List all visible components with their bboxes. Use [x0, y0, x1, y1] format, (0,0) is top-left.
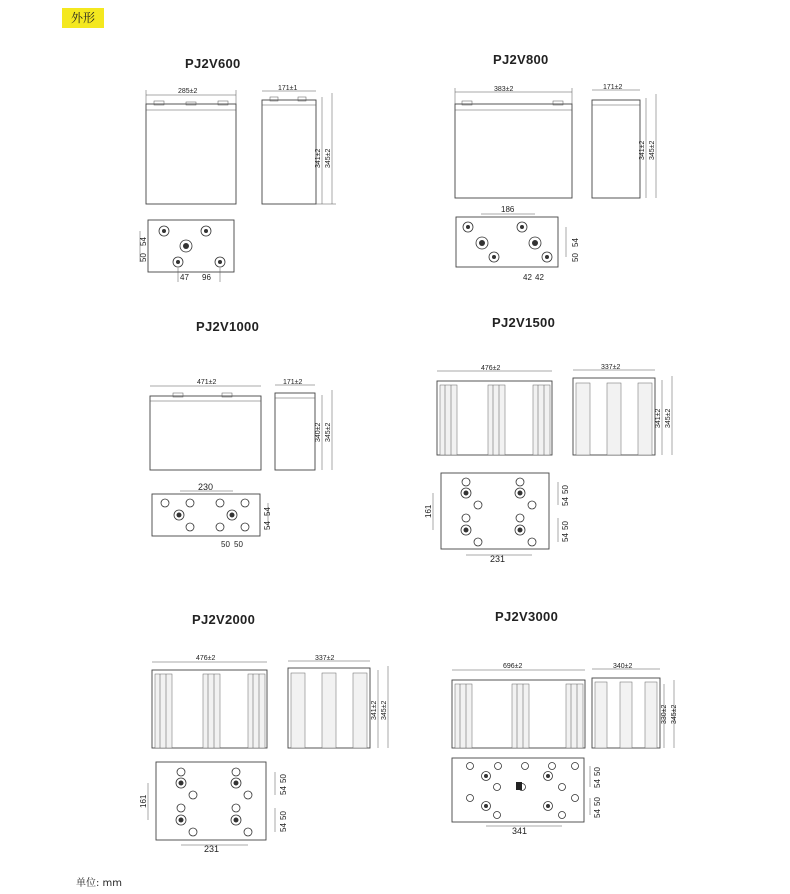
pj2v1500-top-dim-2: 50 — [561, 485, 570, 494]
pj2v1500-front-width-label: 476±2 — [481, 365, 501, 372]
model-title-pj2v1500: PJ2V1500 — [492, 315, 556, 330]
model-title-pj2v800: PJ2V800 — [493, 52, 549, 67]
model-title-pj2v600: PJ2V600 — [185, 56, 241, 71]
pj2v1000-top-dim-5: 50 — [234, 540, 243, 549]
pj2v800-height-outer-label: 345±2 — [649, 140, 656, 160]
pj2v800-front-width-label: 383±2 — [494, 86, 514, 93]
pj2v3000-front-width-label: 696±2 — [503, 663, 523, 670]
pj2v600-height-inner-label: 341±2 — [315, 148, 322, 168]
pj2v800-top-dim-5: 42 — [535, 273, 544, 282]
pj2v800-side-view — [592, 84, 656, 198]
pj2v3000-front-view — [452, 663, 585, 748]
pj2v3000-top-dim-5: 341 — [512, 826, 528, 836]
pj2v2000-height-outer-label: 345±2 — [381, 700, 388, 720]
pj2v2000-top-dim-2: 50 — [279, 774, 288, 783]
pj2v2000-side-view — [288, 655, 388, 748]
pj2v3000-top-dim-4: 54 — [593, 809, 602, 818]
pj2v600-top-dim-3: 47 — [180, 273, 189, 282]
pj2v600-front-width-label: 285±2 — [178, 88, 198, 95]
pj2v1500-top-dim-3: 54 — [561, 497, 570, 506]
pj2v2000-top-dim-5: 54 — [279, 823, 288, 832]
pj2v800-top-view — [456, 205, 580, 282]
pj2v1000-top-view — [152, 482, 272, 549]
pj2v600-front-view — [146, 88, 236, 204]
pj2v1000-top-dim-2: 54 — [263, 507, 272, 516]
pj2v3000-side-view — [592, 663, 678, 748]
pj2v1500-height-outer-label: 345±2 — [665, 408, 672, 428]
pj2v2000-top-dim-4: 50 — [279, 811, 288, 820]
pj2v800-height-inner-label: 341±2 — [639, 140, 646, 160]
pj2v1000-side-view — [275, 379, 332, 470]
pj2v1500-side-view — [573, 364, 672, 455]
pj2v2000-top-view — [139, 762, 288, 854]
section-tag: 外形 — [62, 8, 104, 28]
pj2v2000-front-view — [152, 655, 267, 748]
pj2v2000-top-dim-6: 231 — [204, 844, 220, 854]
pj2v3000-top-view — [452, 758, 602, 836]
pj2v800-top-dim-3: 50 — [571, 253, 580, 262]
pj2v3000-top-dim-3: 50 — [593, 797, 602, 806]
pj2v600-side-width-label: 171±1 — [278, 85, 298, 92]
model-title-pj2v3000: PJ2V3000 — [495, 609, 559, 624]
pj2v2000-top-dim-1: 161 — [139, 794, 148, 808]
pj2v800-top-dim-1: 186 — [501, 205, 515, 214]
pj2v1000-height-outer-label: 345±2 — [325, 422, 332, 442]
pj2v2000-side-width-label: 337±2 — [315, 655, 335, 662]
pj2v600-top-dim-2: 50 — [139, 253, 148, 262]
model-title-pj2v1000: PJ2V1000 — [196, 319, 260, 334]
pj2v1000-top-dim-1: 230 — [198, 482, 214, 492]
pj2v800-top-dim-2: 54 — [571, 238, 580, 247]
pj2v1500-top-view — [424, 473, 570, 564]
pj2v1500-top-dim-1: 161 — [424, 504, 433, 518]
unit-label: 单位: mm — [76, 878, 123, 889]
pj2v1000-front-width-label: 471±2 — [197, 379, 217, 386]
pj2v3000-height-inner-label: 330±2 — [661, 704, 668, 724]
pj2v3000-top-dim-1: 50 — [593, 767, 602, 776]
pj2v2000-height-inner-label: 341±2 — [371, 700, 378, 720]
pj2v1000-height-inner-label: 340±2 — [315, 422, 322, 442]
pj2v1500-height-inner-label: 341±2 — [655, 408, 662, 428]
pj2v3000-height-outer-label: 345±2 — [671, 704, 678, 724]
pj2v600-height-outer-label: 345±2 — [325, 148, 332, 168]
pj2v1000-top-dim-4: 50 — [221, 540, 230, 549]
pj2v3000-side-width-label: 340±2 — [613, 663, 633, 670]
pj2v3000-top-dim-2: 54 — [593, 779, 602, 788]
pj2v1500-top-dim-5: 54 — [561, 533, 570, 542]
pj2v600-side-view — [262, 85, 336, 204]
pj2v2000-top-dim-3: 54 — [279, 786, 288, 795]
pj2v2000-front-width-label: 476±2 — [196, 655, 216, 662]
pj2v800-front-view — [455, 86, 572, 198]
pj2v600-top-dim-1: 54 — [139, 237, 148, 246]
pj2v800-top-dim-4: 42 — [523, 273, 532, 282]
pj2v1000-side-width-label: 171±2 — [283, 379, 303, 386]
pj2v800-side-width-label: 171±2 — [603, 84, 623, 91]
pj2v600-top-view — [139, 220, 234, 282]
pj2v1500-front-view — [437, 365, 552, 455]
pj2v1500-side-width-label: 337±2 — [601, 364, 621, 371]
pj2v1500-top-dim-6: 231 — [490, 554, 506, 564]
pj2v600-top-dim-4: 96 — [202, 273, 211, 282]
pj2v1000-top-dim-3: 54 — [263, 521, 272, 530]
model-title-pj2v2000: PJ2V2000 — [192, 612, 256, 627]
pj2v1500-top-dim-4: 50 — [561, 521, 570, 530]
pj2v1000-front-view — [150, 379, 261, 470]
